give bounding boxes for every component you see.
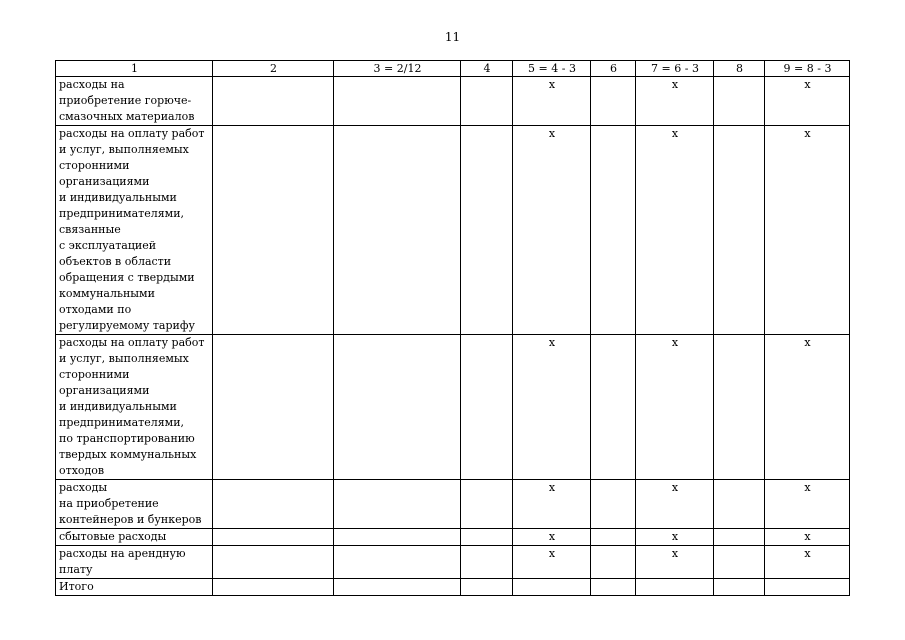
table-cell: x (636, 335, 714, 480)
row-label: расходы на оплату работ и услуг, выполняемых сторонними организациями и индивидуальными предпринимателями, связанные с эксплуатацией объектов в области обращения с твердыми коммунальными отходами по регулируемому тарифу (56, 126, 213, 335)
table-cell (213, 480, 334, 529)
table-row (56, 335, 850, 480)
table-row (56, 546, 850, 579)
page-number: 11 (444, 30, 461, 44)
table-cell: x (765, 126, 850, 335)
table-cell (334, 77, 461, 126)
header-cell: 1 (56, 61, 213, 77)
table-cell (714, 77, 765, 126)
row-label: Итого (56, 579, 213, 596)
table-cell: x (513, 529, 591, 546)
table-cell (636, 579, 714, 596)
table-cell: x (765, 335, 850, 480)
table-cell: x (636, 480, 714, 529)
table-cell (765, 579, 850, 596)
table-row (56, 126, 850, 335)
row-label: расходы на арендную плату (56, 546, 213, 579)
table-cell (714, 335, 765, 480)
table-cell: x (513, 480, 591, 529)
table-cell: x (513, 77, 591, 126)
table-row (56, 529, 850, 546)
table-cell (334, 529, 461, 546)
table-row (56, 77, 850, 126)
table-cell (334, 335, 461, 480)
table-cell (591, 480, 636, 529)
header-cell: 2 (213, 61, 334, 77)
table-cell (591, 77, 636, 126)
table-cell (213, 77, 334, 126)
table-cell (461, 480, 513, 529)
header-cell: 5 = 4 - 3 (513, 61, 591, 77)
row-label: сбытовые расходы (56, 529, 213, 546)
row-label: расходы на приобретение горюче- смазочных материалов (56, 77, 213, 126)
table-cell (334, 579, 461, 596)
row-label: расходы на приобретение контейнеров и бункеров (56, 480, 213, 529)
table-cell: x (765, 77, 850, 126)
table-cell: x (636, 529, 714, 546)
table-cell: x (765, 546, 850, 579)
table-cell: x (513, 546, 591, 579)
table-cell (591, 529, 636, 546)
table-cell (591, 579, 636, 596)
table-cell (461, 546, 513, 579)
table-cell (714, 579, 765, 596)
table-cell (461, 335, 513, 480)
header-cell: 4 (461, 61, 513, 77)
table-cell (591, 546, 636, 579)
table-cell (714, 546, 765, 579)
header-row (56, 61, 850, 77)
table-cell (334, 126, 461, 335)
table-cell (591, 126, 636, 335)
table-cell: x (636, 546, 714, 579)
table-cell (461, 579, 513, 596)
table-cell (213, 126, 334, 335)
header-cell: 7 = 6 - 3 (636, 61, 714, 77)
table-cell (461, 126, 513, 335)
table-cell (213, 529, 334, 546)
table-cell (461, 529, 513, 546)
header-cell: 9 = 8 - 3 (765, 61, 850, 77)
table-cell: x (636, 77, 714, 126)
row-label: расходы на оплату работ и услуг, выполняемых сторонними организациями и индивидуальными предпринимателями, по транспортированию твердых коммунальных отходов (56, 335, 213, 480)
table-cell (591, 335, 636, 480)
table-cell: x (765, 480, 850, 529)
table-cell (213, 546, 334, 579)
table-cell (213, 335, 334, 480)
table-cell (334, 480, 461, 529)
table-cell (213, 579, 334, 596)
header-cell: 6 (591, 61, 636, 77)
table-cell (513, 579, 591, 596)
total-row (56, 579, 850, 596)
table-cell (714, 480, 765, 529)
table-cell (714, 529, 765, 546)
table-cell: x (636, 126, 714, 335)
header-cell: 3 = 2/12 (334, 61, 461, 77)
header-cell: 8 (714, 61, 765, 77)
table-cell (714, 126, 765, 335)
table-row (56, 480, 850, 529)
table-cell (461, 77, 513, 126)
table-cell (334, 546, 461, 579)
table-cell: x (765, 529, 850, 546)
table-cell: x (513, 335, 591, 480)
cost-table (55, 60, 850, 596)
table-cell: x (513, 126, 591, 335)
